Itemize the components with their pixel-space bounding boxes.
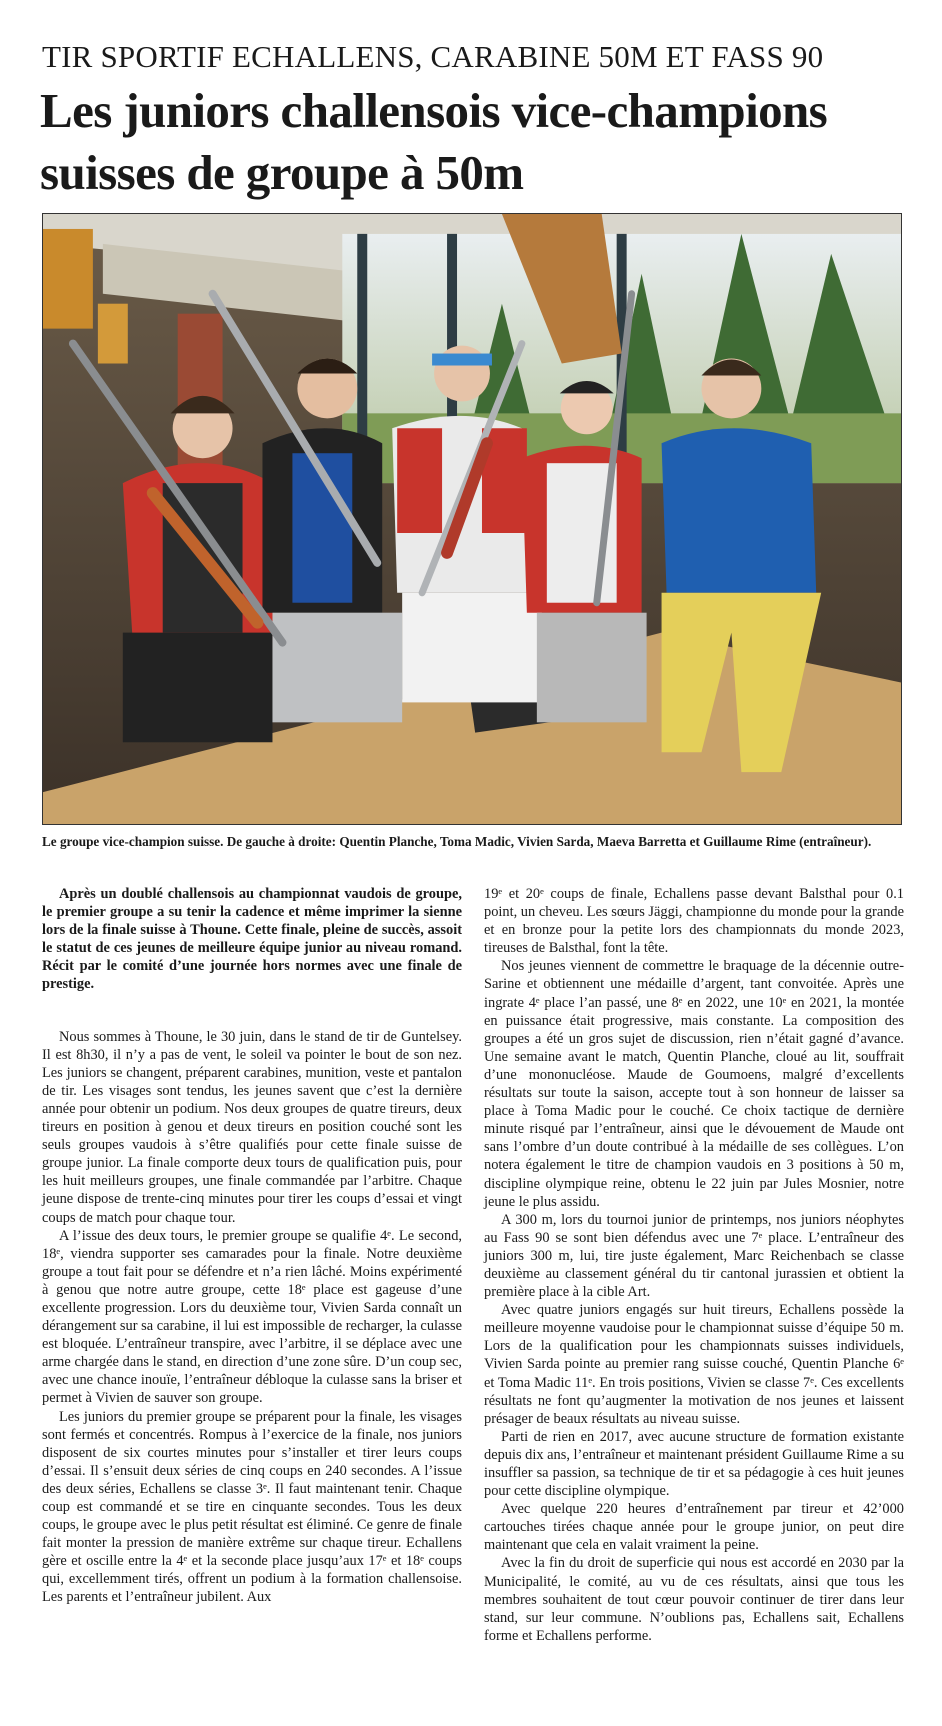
article-headline: Les juniors challensois vice-champions suisses de groupe à 50m [40,83,828,200]
body-paragraph: Nous sommes à Thoune, le 30 juin, dans le stand de tir de Guntelsey. Il est 8h30, il n’y a pas de vent, le soleil va pointer le bout de son nez. Les juniors se changent, préparent carabines, munition, veste et pantalon de tir. Les visages sont tendus, les jeunes savent que c’est la dernière année pour obtenir un podium. Nos deux groupes de quatre tireurs, deux tireurs en position à genou et deux tireurs en position couché sont les seuls groupes vaudois à s’être qualifiés pour cette finale suisse de groupe junior. La finale comporte deux tours de qualification puis, pour les huit meilleurs groupes, une finale commandée par l’arbitre. Chaque jeune dispose de trente-cinq minutes pour tirer les coups d’essai et vingt coups de match pour chaque tour. [42,1028,462,1226]
body-paragraph: Les juniors du premier groupe se préparent pour la finale, les visages sont fermés et concentrés. Rompus à l’exercice de la finale, nos juniors disposent de six courtes minutes pour s’installer et tirer leurs coups d’essai. Il s’ensuit deux séries de cinq coups en 240 secondes. A l’issue des deux séries, Echallens se classe 3ᵉ. Il faut maintenant tenir. Chaque coup est commandé et se tire en cinquante secondes. Tous les deux coups, le groupe avec le plus petit résultat est éliminé. Ce genre de finale fait monter la pression de manière extrême sur chaque tireur. Echallens gère et oscille entre la 4ᵉ et la seconde place jusqu’aux 17ᵉ et 18ᵉ coups qui, excellemment tirés, offrent un podium à la formation challensoise. Les parents et l’entraîneur jubilent. Aux [42,1408,462,1606]
article-photo [42,213,902,825]
article-lead: Après un doublé challensois au championnat vaudois de groupe, le premier groupe a su tenir la cadence et même imprimer la sienne lors de la finale suisse à Thoune. Cette finale, pleine de succès, assoit le statut de ces jeunes de meilleure équipe junior au niveau romand. Récit par le comité d’une journée hors normes avec une finale de prestige. [42,886,462,993]
article-column-right [484,885,904,1645]
body-paragraph: Avec la fin du droit de superficie qui nous est accordé en 2030 par la Municipalité, le comité, au vu de ces résultats, ainsi que tous les membres souhaitent de tout cœur pouvoir continuer de tirer dans leur stand, sur leur commune. N’oublions pas, Echallens sait, Echallens forme et Echallens performe. [484,1555,904,1644]
body-paragraph: 19ᵉ et 20ᵉ coups de finale, Echallens passe devant Balsthal pour 0.1 point, un cheveu. Les sœurs Jäggi, championne du monde pour la grande et en bronze pour la petite lors des championnats du monde 2023, tireuses de Balsthal, font la tête. [484,886,904,957]
article-column-left [42,885,462,1607]
photo-shooters-illustration [43,214,901,824]
body-paragraph: Avec quatre juniors engagés sur huit tireurs, Echallens possède la meilleure moyenne vaudoise pour le championnat suisse d’équipe 50 m. Lors de la qualification pour les championnats suisses individuels, Vivien Sarda pointe au premier rang suisse couché, Quentin Planche 6ᵉ et Toma Madic 11ᵉ. En trois positions, Vivien se classe 7ᵉ. Ces excellents résultats ne font qu’augmenter la motivation de nos jeunes et laissent présager de beaux résultats au niveau suisse. [484,1302,904,1427]
body-paragraph: Nos jeunes viennent de commettre le braquage de la décennie outre-Sarine et obtiennent une médaille d’argent, tant convoitée. Après une ingrate 4ᵉ place l’an passé, une 8ᵉ en 2022, une 10ᵉ en 2021, la montée en puissance était progressive, mais constante. La composition des groupes a été un gros sujet de discussion, rien n’était gagné d’avance. Une semaine avant le match, Quentin Planche, cloué au lit, souffrait d’une mononucléose. Maude de Goumoens, malgré d’excellents résultats sur toute la saison, accepte tout à son honneur de laisser sa place à Toma Madic pour le couché. Ce choix tactique de dernière minute risqué par l’entraîneur, ainsi que le dévouement de Maude ont sans l’ombre d’un doute contribué à la médaille de ses collègues. L’on notera également le titre de champion vaudois en 3 positions à 50 m, discipline olympique reine, obtenu le 22 juin par Jules Mosnier, notre jeune le plus assidu. [484,958,904,1210]
body-paragraph: Parti de rien en 2017, avec aucune structure de formation existante depuis dix ans, l’entraîneur et maintenant président Guillaume Rime a su insuffler sa passion, sa technique de tir et sa pédagogie à ces huit jeunes pour cette discipline olympique. [484,1428,905,1500]
article-kicker: TIR SPORTIF ECHALLENS, CARABINE 50M ET FASS 90 [42,39,824,74]
body-paragraph: A 300 m, lors du tournoi junior de printemps, nos juniors néophytes au Fass 90 se sont bien défendus avec une 7ᵉ place. L’entraîneur des juniors 300 m, lui, tire juste également, Marc Reichenbach se classe deuxième au classement général du tir cantonal jurassien et obtient la première place à la cible Art. [484,1211,904,1301]
photo-caption: Le groupe vice-champion suisse. De gauche à droite: Quentin Planche, Toma Madic, Vivien Sarda, Maeva Barretta et Guillaume Rime (entraîneur). [42,834,872,849]
body-paragraph: Avec quelque 220 heures d’entraînement par tireur et 42’000 cartouches tirées chaque année pour le groupe junior, on peut dire maintenant que cela en valait vraiment la peine. [484,1501,904,1554]
body-paragraph: A l’issue des deux tours, le premier groupe se qualifie 4ᵉ. Le second, 18ᵉ, viendra supporter ses camarades pour la finale. Notre deuxième groupe a tout fait pour se défendre et n’a rien lâché. Moins expérimenté à genou que notre autre groupe, cette 18ᵉ place est gageuse d’une excellente progression. Lors du deuxième tour, Vivien Sarda connaît un dérangement sur sa carabine, il lui est impossible de recharger, la culasse est bloquée. L’entraîneur transpire, avec l’arbitre, il se déplace avec une arme chargée dans le stand, en direction d’une zone sûre. D’un coup sec, avec une chance inouïe, l’entraîneur débloque la culasse sans la briser et permet à Vivien de sauver son groupe. [42,1227,462,1407]
